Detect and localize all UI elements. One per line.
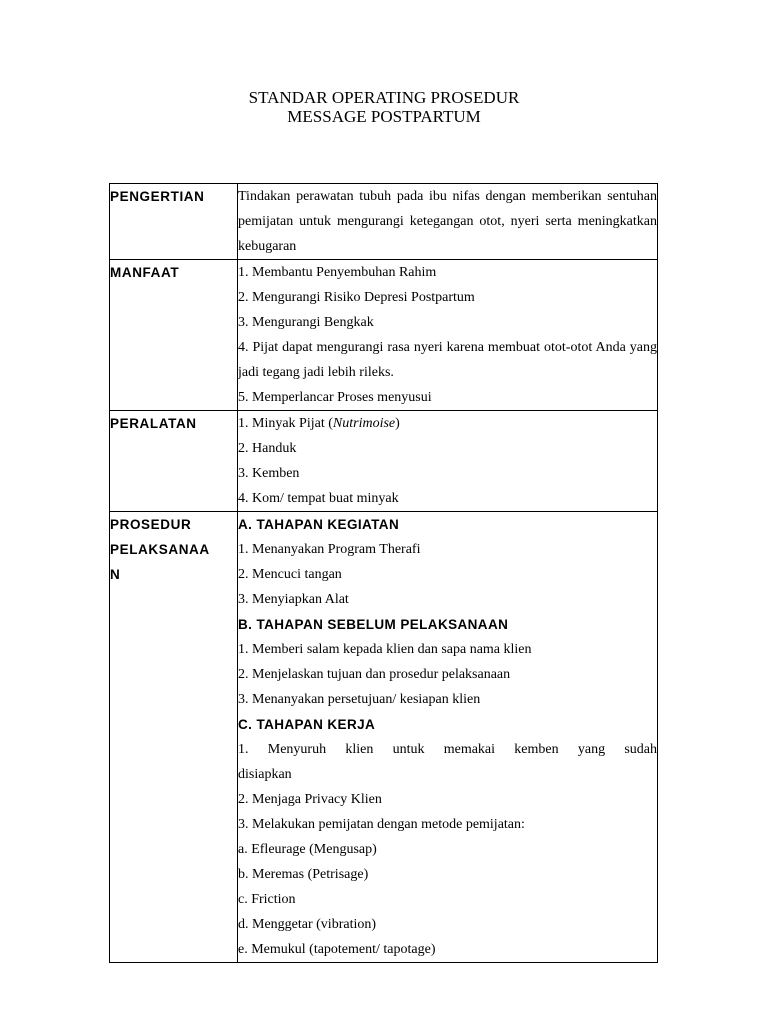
label-manfaat	[110, 260, 238, 411]
list-item: 3. Kemben	[238, 466, 300, 481]
item-italic: Nutrimoise	[332, 416, 396, 431]
list-item: 3. Mengurangi Bengkak	[238, 315, 374, 330]
list-item: d. Menggetar (vibration)	[238, 917, 377, 932]
list-item: 3. Menyiapkan Alat	[238, 592, 349, 607]
row-peralatan	[110, 411, 658, 512]
list-item: 2. Menjelaskan tujuan dan prosedur pelaksanaan	[238, 667, 511, 682]
list-item-continuation: disiapkan	[238, 767, 292, 782]
body-pengertian	[238, 184, 658, 260]
label-prosedur	[110, 512, 238, 963]
label-text: PERALATAN	[110, 416, 197, 431]
item-prefix: 1. Minyak Pijat (	[238, 416, 333, 431]
label-text: MANFAAT	[110, 265, 180, 280]
list-item: 5. Memperlancar Proses menyusui	[238, 390, 432, 405]
list-item: 1. Memberi salam kepada klien dan sapa nama klien	[238, 642, 532, 657]
title-line-1: STANDAR OPERATING PROSEDUR	[248, 88, 520, 107]
list-item: 1. Menyuruh klien untuk memakai kemben yang sudah	[238, 742, 657, 757]
list-item: 3. Melakukan pemijatan dengan metode pemijatan:	[238, 817, 525, 832]
list-item: b. Meremas (Petrisage)	[238, 867, 369, 882]
list-item: 2. Mencuci tangan	[238, 567, 342, 582]
list-item: 1. Menanyakan Program Therafi	[238, 542, 421, 557]
body-peralatan	[238, 411, 658, 512]
label-text: PROSEDUR	[110, 517, 192, 532]
pengertian-text: Tindakan perawatan tubuh pada ibu nifas dengan memberikan sentuhan pemijatan untuk mengurangi ketegangan otot, nyeri serta meningkatkan kebugaran	[238, 189, 657, 254]
row-manfaat	[110, 260, 658, 411]
list-item: 2. Mengurangi Risiko Depresi Postpartum	[238, 290, 475, 305]
body-manfaat	[238, 260, 658, 411]
sop-table	[109, 183, 658, 963]
document-title	[0, 88, 768, 126]
label-text: PENGERTIAN	[110, 189, 205, 204]
list-item	[238, 411, 657, 436]
list-item: 2. Menjaga Privacy Klien	[238, 792, 382, 807]
list-item: e. Memukul (tapotement/ tapotage)	[238, 942, 436, 957]
title-line-2: MESSAGE POSTPARTUM	[287, 107, 481, 126]
section-heading: C. TAHAPAN KERJA	[238, 717, 376, 732]
label-peralatan	[110, 411, 238, 512]
section-heading: A. TAHAPAN KEGIATAN	[238, 517, 400, 532]
list-item: a. Efleurage (Mengusap)	[238, 842, 377, 857]
list-item: 4. Kom/ tempat buat minyak	[238, 491, 399, 506]
body-prosedur	[238, 512, 658, 963]
label-text: PELAKSANAA	[110, 542, 210, 557]
list-item: c. Friction	[238, 892, 296, 907]
label-pengertian	[110, 184, 238, 260]
list-item: 2. Handuk	[238, 441, 297, 456]
label-text: N	[110, 567, 121, 582]
list-item: 4. Pijat dapat mengurangi rasa nyeri karena membuat otot-otot Anda yang jadi tegang jadi lebih rileks.	[238, 340, 657, 380]
list-item: 1. Membantu Penyembuhan Rahim	[238, 265, 437, 280]
list-item: 3. Menanyakan persetujuan/ kesiapan klien	[238, 692, 481, 707]
row-pengertian	[110, 184, 658, 260]
item-suffix: )	[395, 416, 400, 431]
row-prosedur	[110, 512, 658, 963]
section-heading: B. TAHAPAN SEBELUM PELAKSANAAN	[238, 617, 509, 632]
